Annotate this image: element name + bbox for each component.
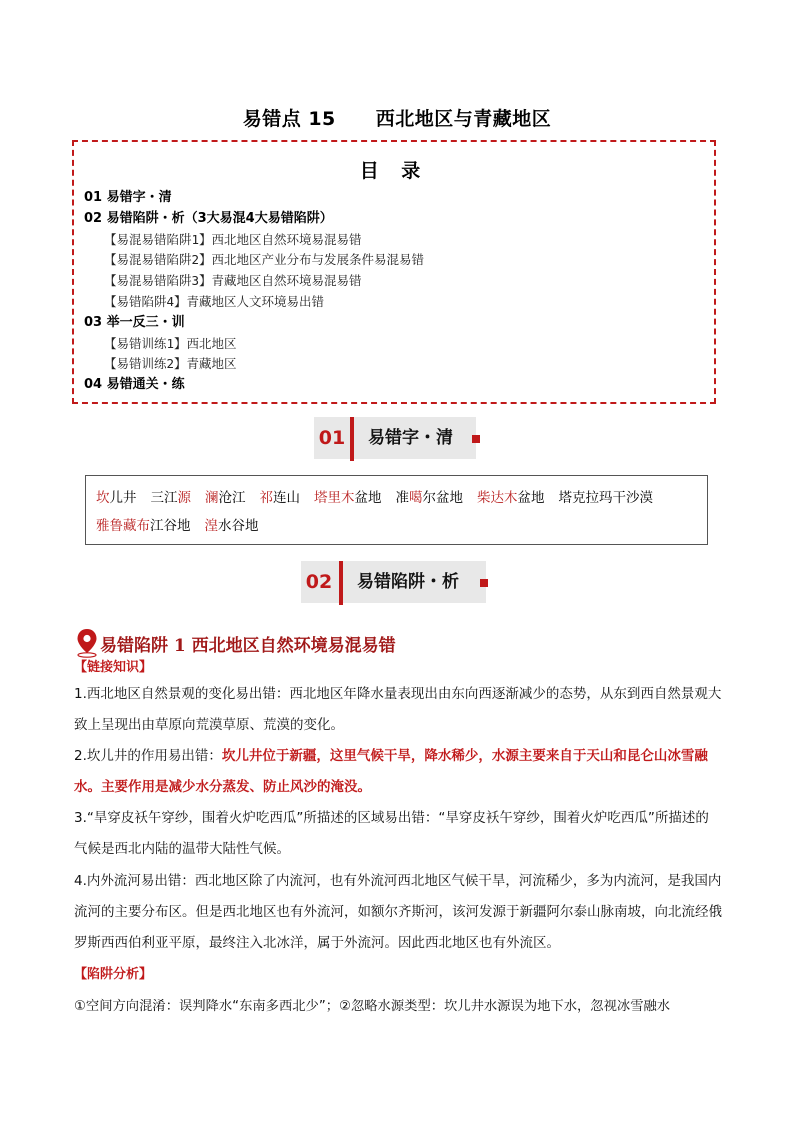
toc-sub-item: 【易混易错陷阱2】西北地区产业分布与发展条件易混易错 bbox=[104, 252, 425, 268]
section-header-02 bbox=[0, 561, 794, 605]
term-char: 水谷地 bbox=[218, 518, 259, 534]
toc-box bbox=[72, 140, 716, 404]
toc-section-item: 02 易错陷阱・析（3大易混4大易错陷阱） bbox=[84, 210, 333, 226]
paragraph-2 bbox=[74, 741, 722, 803]
term-key-char: 噶 bbox=[409, 490, 423, 506]
page-title bbox=[0, 104, 794, 131]
term-char: 塔克拉玛干沙漠 bbox=[558, 490, 653, 506]
term bbox=[151, 484, 192, 512]
term-key-char: 澜 bbox=[205, 490, 219, 506]
paragraph-3: 3.“旱穿皮袄午穿纱，围着火炉吃西瓜”所描述的区域易出错：“旱穿皮袄午穿纱，围着火炉吃西瓜”所描述的气候是西北内陆的温带大陆性气候。 bbox=[74, 810, 709, 857]
paragraph-analysis: ①空间方向混淆：误判降水“东南多西北少”；②忽略水源类型：坎儿井水源误为地下水，忽视冰雪融水 bbox=[74, 999, 671, 1014]
toc-sub-item: 【易混易错陷阱3】青藏地区自然环境易混易错 bbox=[104, 273, 362, 289]
toc-section-item: 04 易错通关・练 bbox=[84, 377, 185, 393]
term-key-char: 湟 bbox=[204, 518, 218, 534]
term bbox=[205, 484, 246, 512]
title-part1: 易错点 15 bbox=[242, 108, 336, 130]
term-char: 儿井 bbox=[109, 490, 137, 506]
toc-section-item: 01 易错字・清 bbox=[84, 190, 172, 205]
term bbox=[314, 484, 382, 512]
term-key-char: 祁 bbox=[259, 490, 273, 506]
term-char: 沧江 bbox=[218, 490, 246, 506]
term bbox=[96, 512, 191, 540]
term bbox=[96, 484, 137, 512]
paragraph-2-lead: 2.坎儿井的作用易出错： bbox=[74, 748, 222, 764]
easy-wrong-words-box bbox=[85, 475, 708, 545]
term bbox=[559, 484, 654, 512]
term-char: 盆地 bbox=[517, 490, 545, 506]
tag-trap-analysis: 【陷阱分析】 bbox=[74, 967, 153, 982]
paragraph-2-highlight: 坎儿井位于新疆，这里气候干旱，降水稀少，水源主要来自于天山和昆仑山冰雪融水。主要作用是减少水分蒸发、防止风沙的淹没。 bbox=[74, 748, 708, 795]
term-key-char: 柴达木 bbox=[477, 490, 518, 506]
words-row-1 bbox=[96, 484, 707, 512]
section-divider bbox=[339, 561, 343, 605]
term bbox=[477, 484, 545, 512]
location-pin-icon bbox=[76, 628, 98, 658]
toc-heading: 目 录 bbox=[359, 160, 429, 182]
section-title: 易错陷阱・析 bbox=[357, 572, 459, 592]
toc-sub-item: 【易错训练1】西北地区 bbox=[104, 335, 237, 351]
term-char: 连山 bbox=[273, 490, 300, 506]
term-key-char: 源 bbox=[177, 490, 191, 506]
term-char: 三江 bbox=[150, 490, 178, 506]
trap-1-title-text: 易错陷阱 1 西北地区自然环境易混易错 bbox=[100, 635, 396, 656]
term-char: 盆地 bbox=[354, 490, 382, 506]
paragraph-1: 1.西北地区自然景观的变化易出错：西北地区年降水量表现出由东向西逐渐减少的态势，从东到西自然景观大致上呈现出由草原向荒漠草原、荒漠的变化。 bbox=[74, 686, 722, 733]
term bbox=[396, 484, 464, 512]
section-square-icon bbox=[472, 435, 480, 443]
term-key-char: 坎 bbox=[96, 490, 110, 506]
words-row-2 bbox=[96, 512, 707, 540]
term-char: 江谷地 bbox=[150, 518, 191, 534]
toc-list bbox=[84, 188, 704, 396]
term-key-char: 雅鲁藏布 bbox=[96, 518, 150, 534]
term-key-char: 塔里木 bbox=[314, 490, 355, 506]
section-number: 01 bbox=[318, 427, 346, 449]
paragraph-4: 4.内外流河易出错：西北地区除了内流河，也有外流河西北地区气候干旱，河流稀少，多为内流河，是我国内流河的主要分布区。但是西北地区也有外流河，如额尔齐斯河，该河发源于新疆阿尔泰山脉南坡，向北流经俄罗斯西西伯利亚平原，最终注入北冰洋，属于外流河。因此西北地区也有外流区。 bbox=[74, 873, 722, 951]
title-part2: 西北地区与青藏地区 bbox=[375, 108, 552, 130]
toc-sub-item: 【易混易错陷阱1】西北地区自然环境易混易错 bbox=[104, 231, 362, 247]
section-header-01 bbox=[0, 417, 794, 461]
toc-sub-item: 【易错训练2】青藏地区 bbox=[104, 356, 237, 372]
section-square-icon bbox=[480, 579, 488, 587]
term-char: 准 bbox=[395, 490, 409, 506]
tag-link-knowledge: 【链接知识】 bbox=[74, 660, 153, 675]
term-char: 尔盆地 bbox=[422, 490, 463, 506]
term bbox=[260, 484, 301, 512]
section-title: 易错字・清 bbox=[368, 428, 453, 448]
section-divider bbox=[350, 417, 354, 461]
trap-1-title bbox=[76, 628, 396, 658]
term bbox=[205, 512, 259, 540]
toc-sub-item: 【易错陷阱4】青藏地区人文环境易出错 bbox=[104, 293, 325, 309]
toc-section-item: 03 举一反三・训 bbox=[84, 314, 185, 330]
section-number: 02 bbox=[305, 571, 333, 593]
